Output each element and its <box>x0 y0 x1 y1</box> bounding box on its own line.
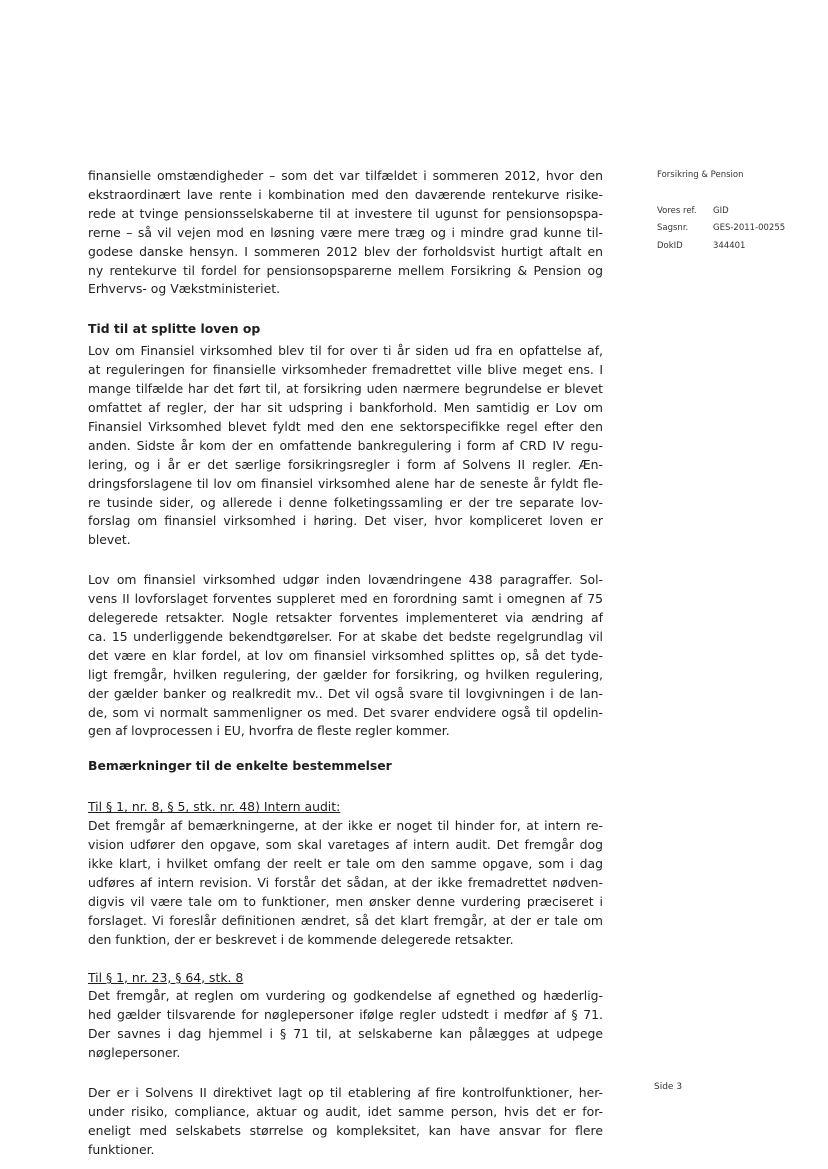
section-title-intern-audit: Til § 1, nr. 8, § 5, stk. nr. 48) Intern audit: <box>88 799 341 815</box>
section-intern-audit: Til § 1, nr. 8, § 5, stk. nr. 48) Intern audit: Det fremgår af bemærkningerne, at der ikke er noget til hinder for, at intern re- vision udfører den opgave, som skal varetages af intern audit. Det fremgår dog ikke klart, i hvilket omfang der reelt er tale om den samme opgave, som i dag udføres af intern revision. Vi forstår det sådan, at der ikke fremadrettet nødven- digvis vil være tale om to funktioner, men ønsker denne vurdering præciseret i forslaget. Vi foreslår definitionen ændret, så det klart fremgår, at der er tale om den funktion, der er beskrevet i de kommende delegerede retsakter. <box>88 799 603 947</box>
reference-block <box>657 203 785 255</box>
paragraph-control-functions: Der er i Solvens II direktivet lagt op til etablering af fire kontrolfunktioner, her- under risiko, compliance, aktuar og audit, idet samme person, hvis det er for- eneligt med selskabets størrelse og kompleksitet, kan have ansvar for flere funktioner. <box>88 1085 603 1157</box>
paragraph-intro: finansielle omstændigheder – som det var tilfældet i sommeren 2012, hvor den ekstraordinært lave rente i kombination med den daværende rentekurve risike- rede at tvinge pensionsselskaberne til at investere til ugunst for pensionsopspa- rerne – så vil vejen mod en løsning være mere træg og i mindre grad kunne til- godese danske hensyn. I sommeren 2012 blev der forholdsvist hurtigt aftalt en ny rentekurve til fordel for pensionsopsparerne mellem Forsikring & Pension og Erhvervs- og Vækstministeriet. <box>88 168 603 297</box>
heading-split-law: Tid til at splitte loven op <box>88 321 261 337</box>
paragraph-law-history: Lov om Finansiel virksomhed blev til for over ti år siden ud fra en opfattelse af, at reguleringen for finansielle virksomheder fremadrettet ville blive meget ens. I mange tilfælde har det ført til, at forsikring uden nærmere begrundelse er blevet omfattet af regler, der har sit udspring i bankforhold. Men samtidig er Lov om Finansiel Virksomhed blevet fyldt med den ene sektorspecifikke regel efter den anden. Sidste år kom der en omfattende bankregulering i form af CRD IV regu- lering, og i år er det særlige forsikringsregler i form af Solvens II regler. Æn- dringsforslagene til lov om finansiel virksomhed alene har de seneste år fyldt fle- re tusinde sider, og allerede i denne folketingssamling er der tre separate lov- forslag om finansiel virksomhed i høring. Det viser, hvor kompliceret loven er blevet. <box>88 343 603 548</box>
section-key-persons: Til § 1, nr. 23, § 64, stk. 8 Det fremgår, at reglen om vurdering og godkendelse af egnethed og hæderlig- hed gælder tilsvarende for nøglepersoner ifølge regler udstedt i medfør af § 71. Der savnes i dag hjemmel i § 71 til, at selskaberne kan pålægges at udpege nøglepersoner. <box>88 969 603 1061</box>
section-title-key-persons: Til § 1, nr. 23, § 64, stk. 8 <box>88 969 244 985</box>
doc-id-row: DokID 344401 <box>657 240 746 251</box>
reference-row: Vores ref. GID <box>657 206 729 216</box>
letter-body <box>88 167 603 1160</box>
heading-remarks: Bemærkninger til de enkelte bestemmelser <box>88 758 392 774</box>
case-number-row: Sagsnr. GES-2011-00255 <box>657 223 786 234</box>
paragraph-law-size: Lov om finansiel virksomhed udgør inden lovændringene 438 paragraffer. Sol- vens II lovforslaget forventes suppleret med en forordning samt i omegnen af 75 delegerede retsakter. Nogle retsakter forventes implementeret via ændring af ca. 15 underliggende bekendtgørelser. For at skabe det bedste regelgrundlag vil det være en klar fordel, at lov om finansiel virksomhed splittes op, så det tyde- ligt fremgår, hvilken regulering, der gælder for forsikring, og hvilken regulering, der gælder banker og realkredit mv.. Det vil også svare til lovgivningen i de lan- de, som vi normalt sammenligner os med. Det svarer endvidere også til opdelin- gen af lovprocessen i EU, hvorfra de fleste regler kommer. <box>88 572 603 739</box>
page-number: Side 3 <box>654 1082 683 1092</box>
sender-org-label: Forsikring & Pension <box>657 170 744 180</box>
sender-org <box>657 170 743 180</box>
